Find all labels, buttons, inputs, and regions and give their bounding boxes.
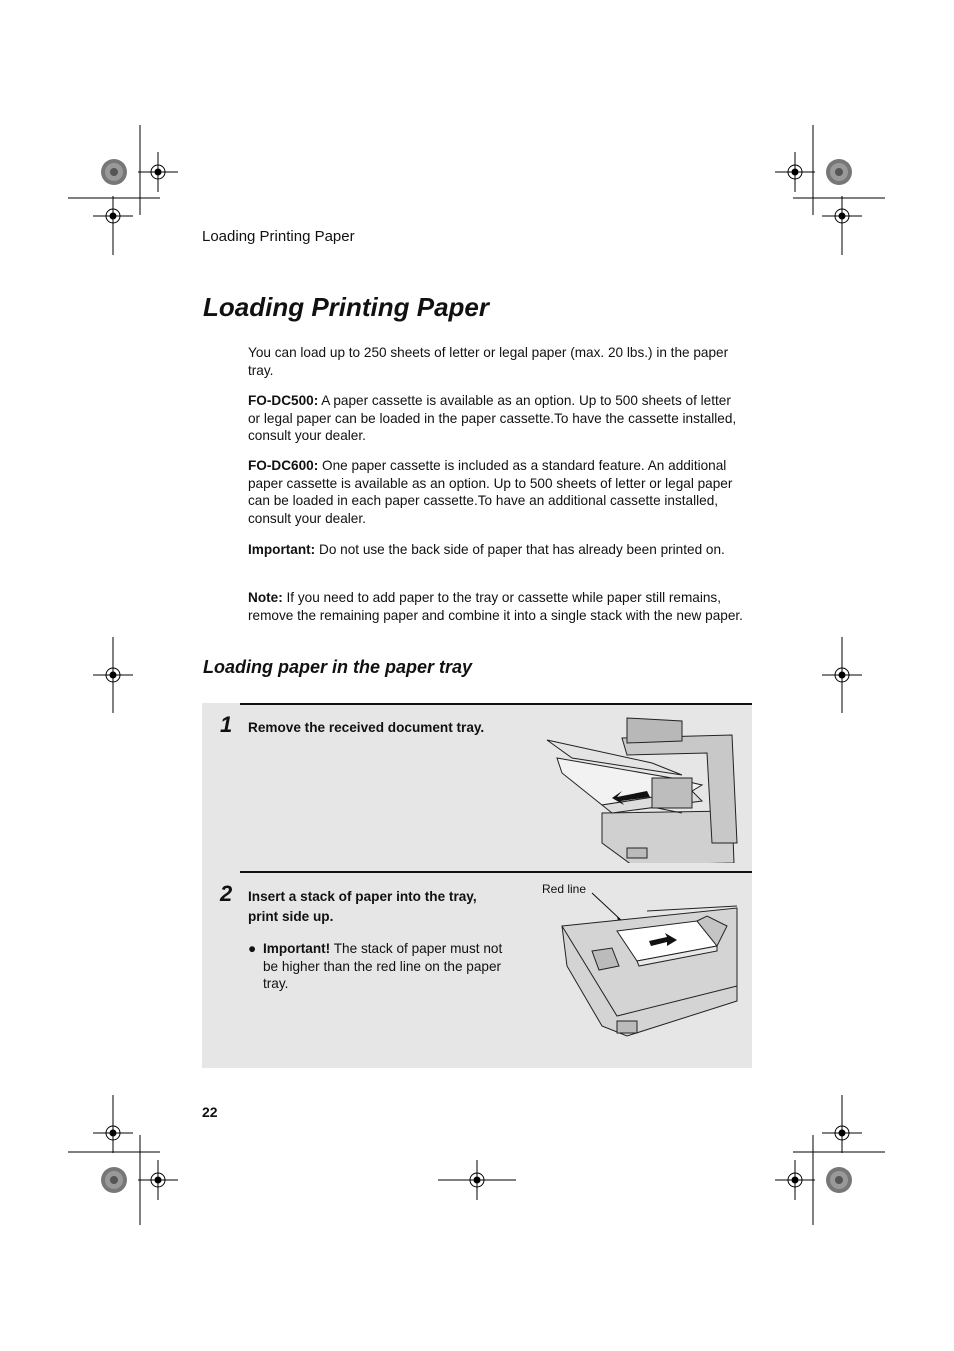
fax-tray-removal-illustration (542, 713, 742, 863)
running-head: Loading Printing Paper (202, 228, 355, 245)
step-1-text: Remove the received document tray. (248, 720, 485, 735)
step-2-text-line2: print side up. (248, 909, 334, 924)
bullet-label: Important! (263, 941, 331, 956)
note-text: If you need to add paper to the tray or cassette while paper still remains, remove the remaining paper and combine it into a single stack with the new paper. (248, 590, 743, 623)
dc600-label: FO-DC600: (248, 458, 319, 473)
intro-paragraph (248, 344, 743, 379)
bullet-text: The stack of paper must not be higher than the red line on the paper tray. (263, 941, 503, 992)
page-number: 22 (202, 1104, 218, 1120)
note-paragraph (248, 589, 743, 624)
dc600-paragraph (248, 457, 743, 527)
step-2-bullet (248, 940, 518, 993)
dc500-paragraph (248, 392, 743, 445)
section-title: Loading paper in the paper tray (203, 657, 473, 677)
important-label: Important: (248, 542, 316, 557)
intro-text: You can load up to 250 sheets of letter or legal paper (max. 20 lbs.) in the paper tray. (248, 345, 729, 378)
step-2-rule (240, 871, 752, 873)
important-text: Do not use the back side of paper that has already been printed on. (315, 542, 725, 557)
bullet-icon: ● (248, 941, 257, 956)
note-label: Note: (248, 590, 283, 605)
step-2-text-line1: Insert a stack of paper into the tray, (248, 889, 477, 904)
dc500-label: FO-DC500: (248, 393, 319, 408)
step-2-number: 2 (220, 881, 233, 906)
paper-tray-loading-illustration (557, 886, 742, 1046)
dc600-text: One paper cassette is included as a standard feature. An additional paper cassette is available as an option. Up to 500 sheets of letter or legal paper can be loaded in each paper cassette.To have an additional cassette installed, consult your dealer. (248, 458, 733, 526)
steps-panel (202, 703, 752, 1068)
page-title: Loading Printing Paper (203, 292, 490, 322)
step-1-number: 1 (220, 712, 233, 737)
dc500-text: A paper cassette is available as an option. Up to 500 sheets of letter or legal paper can be loaded in the paper cassette.To have the cassette installed, consult your dealer. (248, 393, 737, 444)
step-1-rule (240, 703, 752, 705)
red-line-callout: Red line (542, 882, 587, 896)
important-paragraph (248, 541, 743, 559)
